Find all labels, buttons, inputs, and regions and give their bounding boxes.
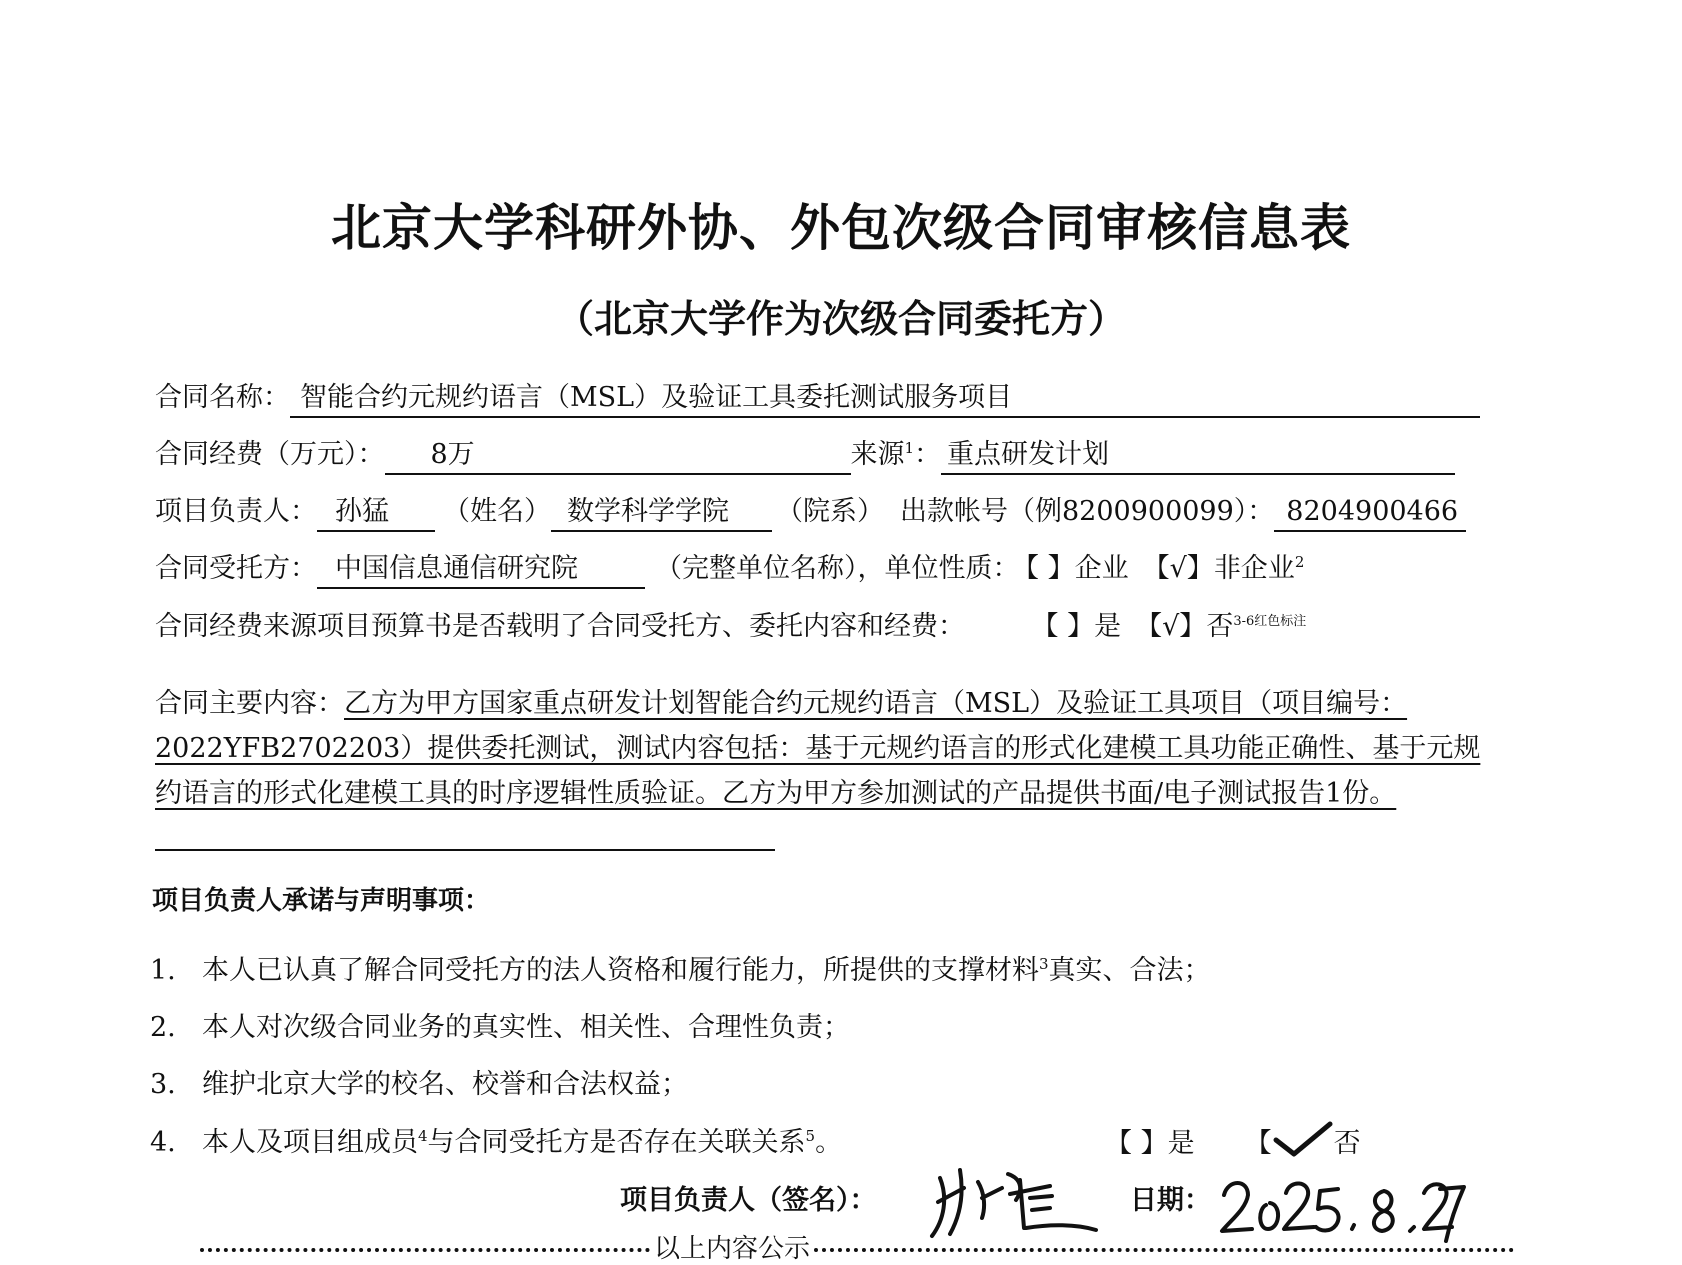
relation-yes-checkbox: 【 】 [1105, 1128, 1168, 1159]
non-enterprise-footnote: 2 [1294, 553, 1305, 571]
main-content-tail-line [155, 819, 775, 851]
relation-yes-label: 是 [1167, 1128, 1195, 1159]
signature-label: 项目负责人（签名）： [620, 1185, 877, 1216]
non-enterprise-label: 非企业 [1213, 553, 1295, 584]
commitment-item-1 [150, 948, 1211, 987]
leader-row [155, 492, 1466, 532]
budget-yes-label: 是 [1094, 611, 1122, 642]
item-number: 2. [150, 1012, 176, 1043]
non-enterprise-checkbox: 【√】 [1142, 553, 1214, 584]
main-content-text: 乙方为甲方国家重点研发计划智能合约元规约语言（MSL）及验证工具项目（项目编号：2022YFB2702203）提供委托测试，测试内容包括：基于元规约语言的形式化建模工具功能正确性、基于元规约语言的形式化建模工具的时序逻辑性质验证。乙方为甲方参加测试的产品提供书面/电子测试报告1份。 [155, 688, 1481, 809]
item-text-end: 真实、合法； [1048, 955, 1211, 986]
trustee-name: 中国信息通信研究院 [317, 551, 645, 589]
item-text-mid: 与合同受托方是否存在关联关系 [427, 1127, 806, 1158]
enterprise-label: 企业 [1074, 553, 1129, 584]
item-number: 4. [150, 1127, 176, 1158]
item-text-end: 。 [815, 1127, 843, 1158]
budget-no-checkbox: 【√】 [1135, 611, 1207, 642]
budget-no-label: 否 [1206, 611, 1234, 642]
enterprise-checkbox: 【 】 [1025, 553, 1075, 584]
trustee-hint: （完整单位名称），单位性质： [655, 553, 1020, 584]
funding-label: 合同经费（万元）： [155, 439, 385, 470]
contract-name-row [155, 378, 1480, 418]
source-footnote: 1 [904, 439, 915, 457]
checkmark-icon [1272, 1120, 1334, 1160]
document-title: 北京大学科研外协、外包次级合同审核信息表 [331, 199, 1351, 257]
source-colon: ： [914, 439, 942, 470]
budget-row [155, 607, 1306, 647]
leader-name: 孙猛 [317, 494, 435, 532]
signature-row [620, 1178, 877, 1217]
relation-no-checkbox: 【 [1244, 1128, 1272, 1159]
commitment-item-3 [150, 1062, 688, 1101]
commitments-heading: 项目负责人承诺与声明事项： [152, 886, 491, 916]
name-hint: （姓名） [443, 496, 551, 527]
relation-no-label: 否 [1333, 1128, 1361, 1159]
footer-text: 以上内容公示 [654, 1234, 811, 1264]
item-footnote-a: 4 [418, 1127, 428, 1145]
item-text: 维护北京大学的校名、校誉和合法权益； [202, 1069, 688, 1100]
commitment-item-4 [150, 1120, 842, 1159]
budget-yes-checkbox: 【 】 [1045, 611, 1095, 642]
item-number: 1. [150, 955, 176, 986]
budget-footnote: 3-6红色标注 [1233, 614, 1307, 629]
item-text: 本人对次级合同业务的真实性、相关性、合理性负责； [202, 1012, 850, 1043]
funding-row [155, 435, 1455, 475]
document-subtitle: （北京大学作为次级合同委托方） [555, 297, 1126, 341]
date-label: 日期： [1130, 1185, 1211, 1216]
date-row [1130, 1178, 1211, 1217]
item-text: 本人及项目组成员 [202, 1127, 418, 1158]
contract-name-label: 合同名称： [155, 382, 290, 413]
leader-label: 项目负责人： [155, 496, 317, 527]
footer [200, 1228, 1500, 1265]
account-label: 出款帐号（例8200900099）： [900, 496, 1275, 527]
account-value: 8204900466 [1274, 494, 1466, 532]
source-label: 来源 [850, 439, 905, 470]
main-content [155, 681, 1485, 861]
item-footnote-b: 5 [805, 1127, 816, 1145]
item-number: 3. [150, 1069, 176, 1100]
item-text: 本人已认真了解合同受托方的法人资格和履行能力，所提供的支撑材料 [202, 955, 1039, 986]
department-value: 数学科学学院 [551, 494, 772, 532]
footer-divider-right [814, 1248, 1514, 1252]
trustee-label: 合同受托方： [155, 553, 317, 584]
trustee-row [155, 549, 1304, 589]
footer-divider-left [200, 1248, 650, 1252]
main-content-label: 合同主要内容： [155, 688, 344, 719]
item-footnote: 3 [1039, 955, 1049, 973]
funding-value: 8万 [385, 437, 851, 475]
source-value: 重点研发计划 [941, 437, 1455, 475]
department-hint: （院系） [776, 496, 884, 527]
commitment-item-2 [150, 1005, 850, 1044]
budget-question: 合同经费来源项目预算书是否载明了合同受托方、委托内容和经费： [155, 611, 965, 642]
relation-choice [1105, 1120, 1361, 1160]
contract-name-value: 智能合约元规约语言（MSL）及验证工具委托测试服务项目 [290, 380, 1480, 418]
